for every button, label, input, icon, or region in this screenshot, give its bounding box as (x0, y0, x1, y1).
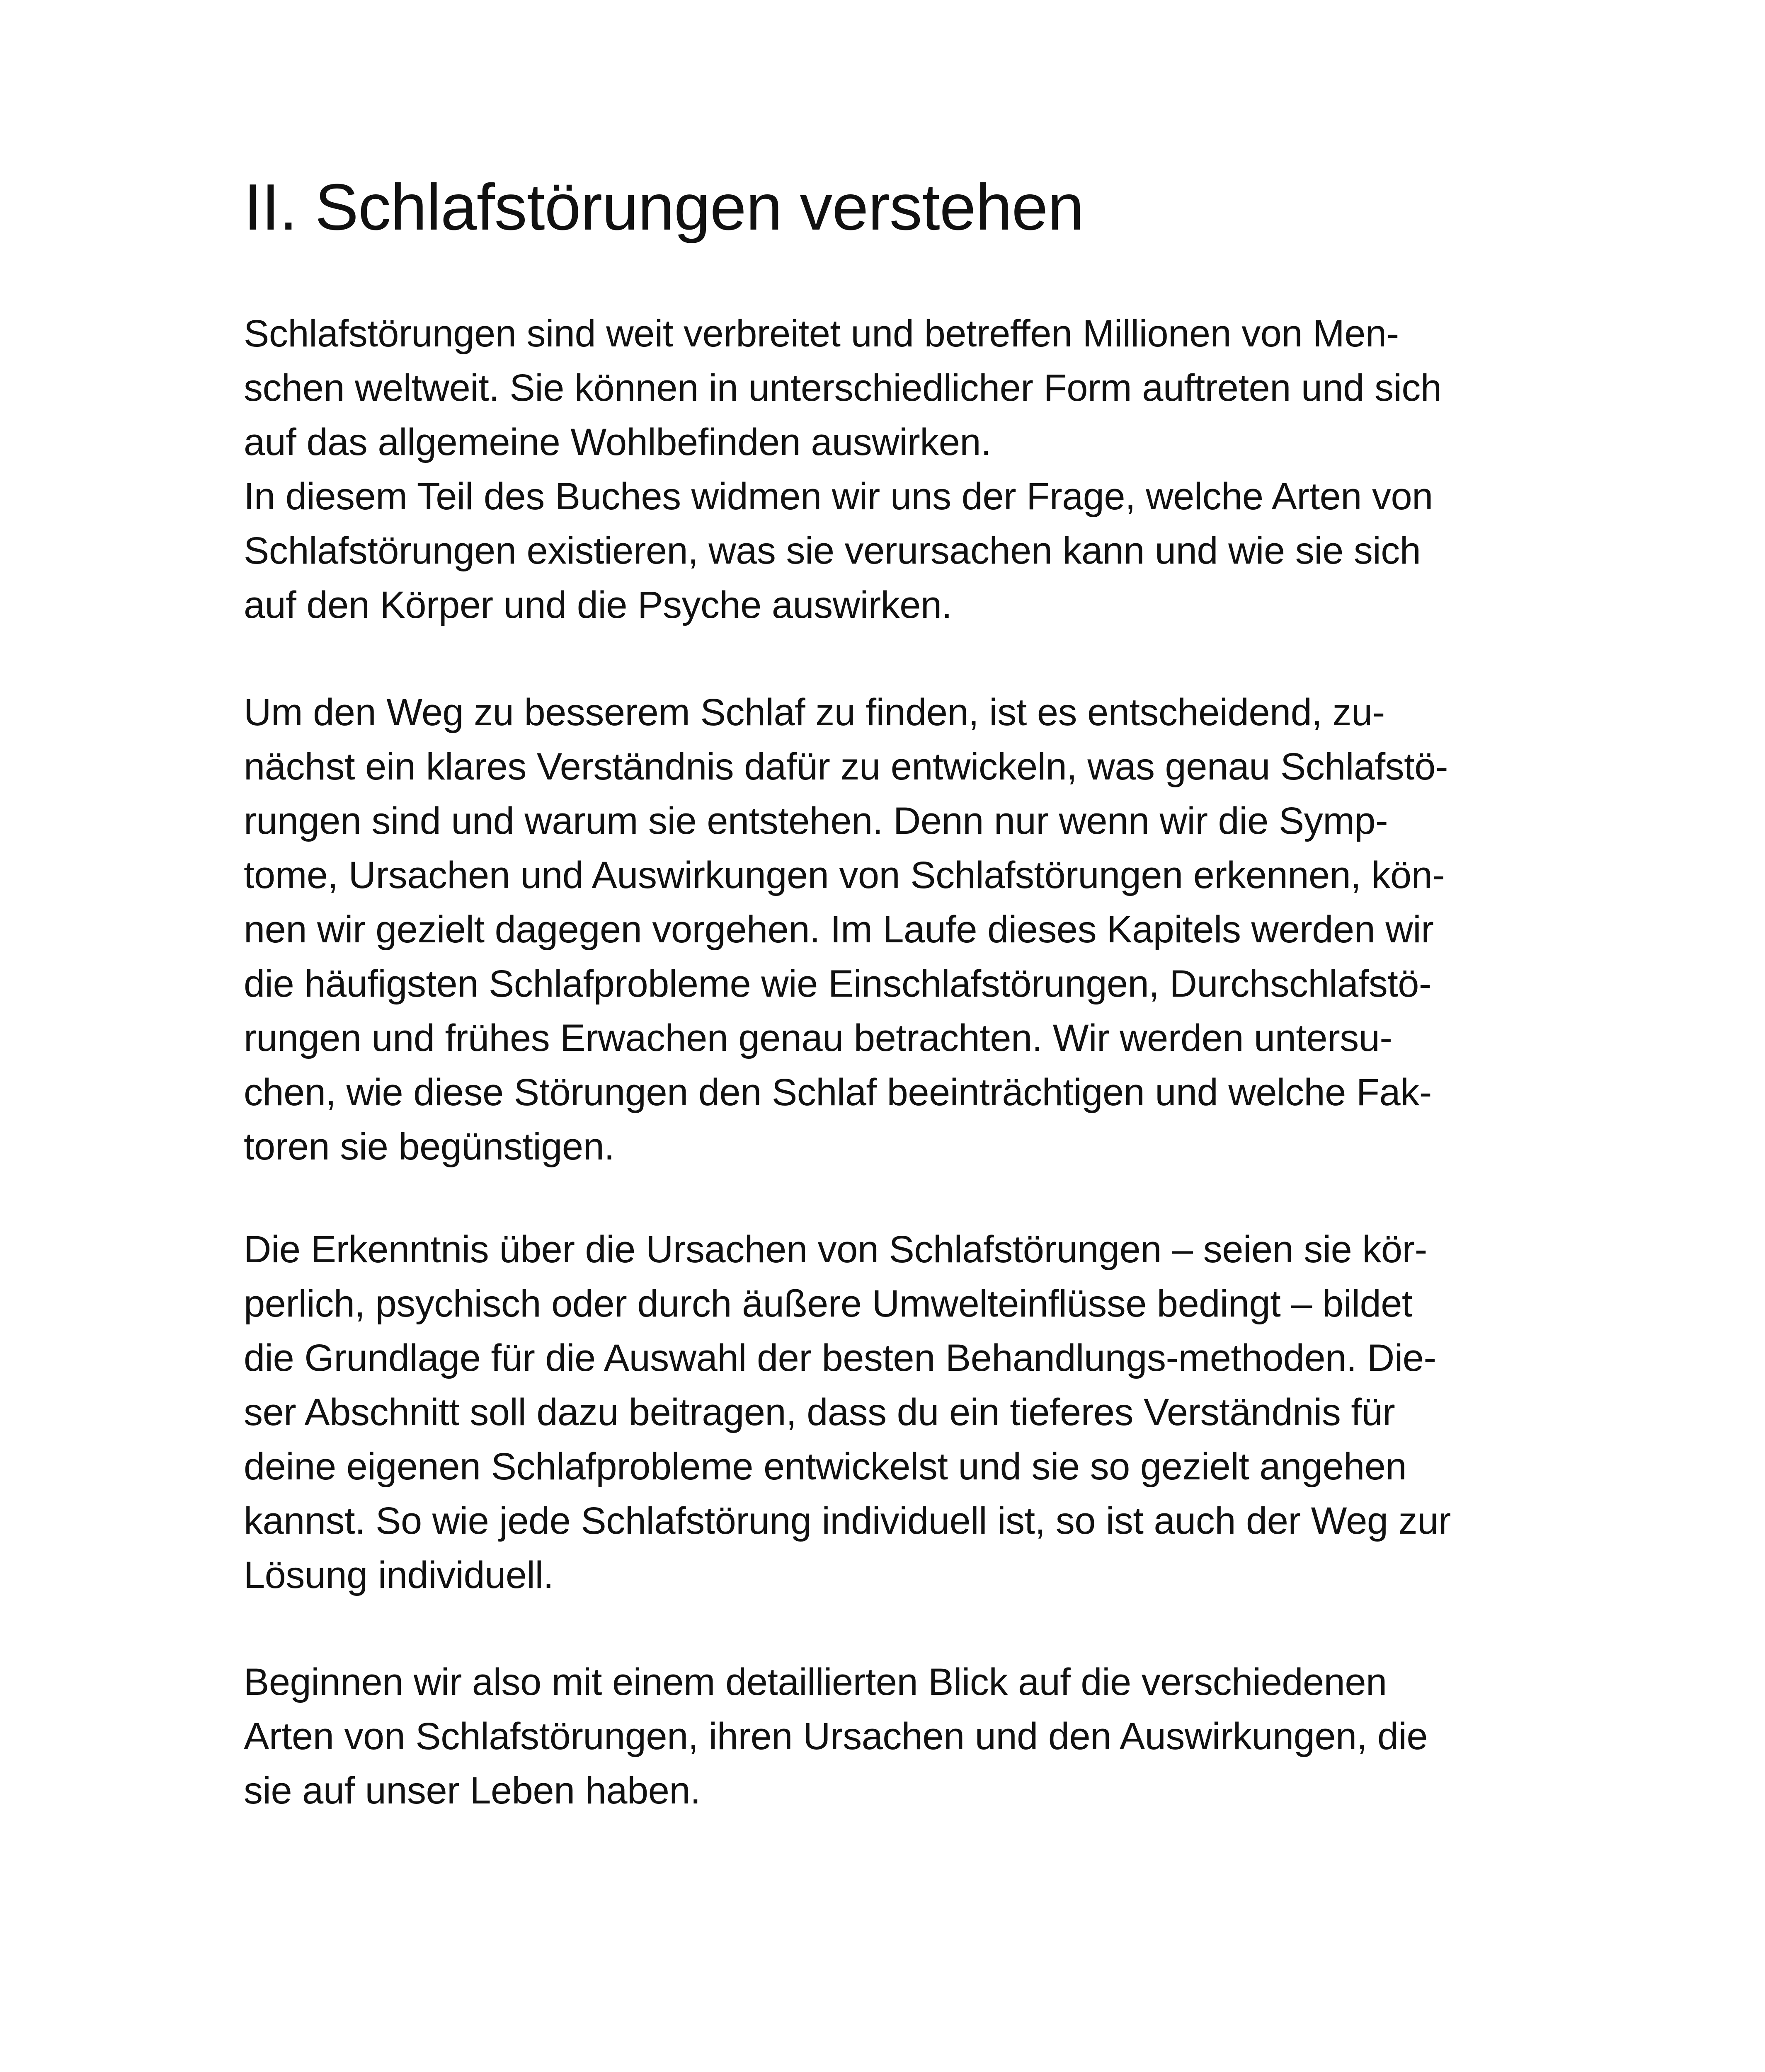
paragraph-line: In diesem Teil des Buches widmen wir uns der Frage, welche Arten von (244, 475, 1433, 518)
paragraph-line: chen, wie diese Störungen den Schlaf beeinträchtigen und welche Fak- (244, 1071, 1432, 1113)
paragraph-line: toren sie begünstigen. (244, 1126, 615, 1168)
paragraph-line: Schlafstörungen sind weit verbreitet und betreffen Millionen von Men- (244, 312, 1399, 355)
paragraph-line: rungen und frühes Erwachen genau betrachten. Wir werden untersu- (244, 1017, 1392, 1059)
paragraph-line: auf das allgemeine Wohlbefinden auswirken. (244, 421, 992, 463)
paragraph-4 (244, 1655, 1558, 1818)
paragraph-line: Lösung individuell. (244, 1554, 554, 1596)
paragraph-line: perlich, psychisch oder durch äußere Umwelteinflüsse bedingt – bildet (244, 1283, 1412, 1325)
paragraph-line: Schlafstörungen existieren, was sie verursachen kann und wie sie sich (244, 530, 1421, 572)
paragraph-line: Die Erkenntnis über die Ursachen von Schlafstörungen – seien sie kör- (244, 1228, 1427, 1271)
paragraph-line: Arten von Schlafstörungen, ihren Ursachen und den Auswirkungen, die (244, 1715, 1428, 1757)
paragraph-line: ser Abschnitt soll dazu beitragen, dass du ein tieferes Verständnis für (244, 1391, 1395, 1433)
paragraph-line: tome, Ursachen und Auswirkungen von Schlafstörungen erkennen, kön- (244, 854, 1445, 896)
paragraph-line: auf den Körper und die Psyche auswirken. (244, 584, 952, 626)
paragraph-1 (244, 307, 1558, 632)
paragraph-line: kannst. So wie jede Schlafstörung individuell ist, so ist auch der Weg zur (244, 1500, 1451, 1542)
paragraph-2 (244, 685, 1558, 1174)
paragraph-line: deine eigenen Schlafprobleme entwickelst und sie so gezielt angehen (244, 1445, 1407, 1488)
paragraph-line: Um den Weg zu besserem Schlaf zu finden, ist es entscheidend, zu- (244, 691, 1385, 733)
paragraph-line: schen weltweit. Sie können in unterschiedlicher Form auftreten und sich (244, 367, 1442, 409)
paragraph-line: Beginnen wir also mit einem detaillierten Blick auf die verschiedenen (244, 1661, 1387, 1703)
paragraph-line: die häufigsten Schlafprobleme wie Einschlafstörungen, Durchschlafstö- (244, 963, 1432, 1005)
paragraph-line: sie auf unser Leben haben. (244, 1769, 701, 1812)
paragraph-line: die Grundlage für die Auswahl der besten Behandlungs-methoden. Die- (244, 1337, 1436, 1379)
chapter-heading: II. Schlafstörungen verstehen (244, 171, 1084, 244)
paragraph-line: rungen sind und warum sie entstehen. Denn nur wenn wir die Symp- (244, 800, 1388, 842)
paragraph-line: nen wir gezielt dagegen vorgehen. Im Laufe dieses Kapitels werden wir (244, 908, 1434, 951)
paragraph-line: nächst ein klares Verständnis dafür zu entwickeln, was genau Schlafstö- (244, 746, 1448, 788)
paragraph-3 (244, 1222, 1558, 1602)
